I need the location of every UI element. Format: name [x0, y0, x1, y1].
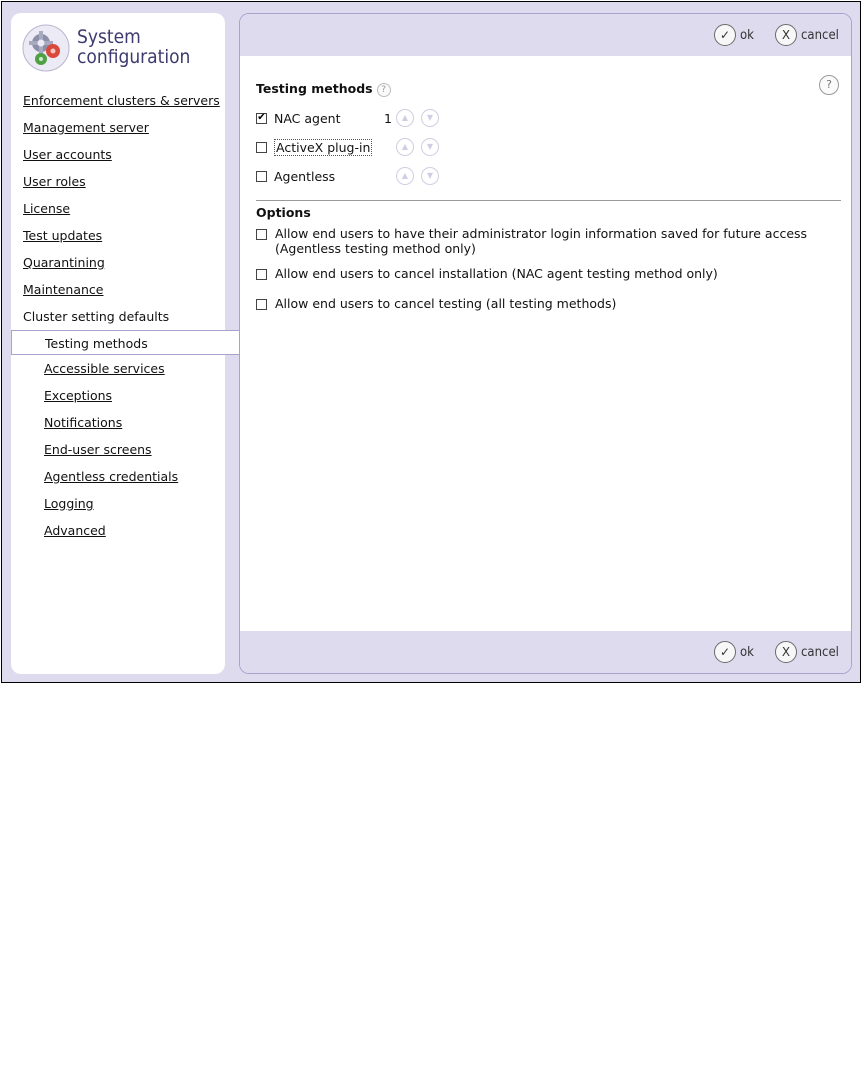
checkbox-activex[interactable] — [256, 142, 267, 153]
method-row-agentless — [256, 166, 335, 186]
sidebar-item-exceptions[interactable]: Exceptions — [44, 388, 113, 403]
section-title-options: Options — [256, 205, 311, 220]
ok-button-bottom[interactable] — [714, 640, 754, 664]
sidebar-item-maintenance[interactable]: Maintenance — [23, 282, 104, 297]
checkbox-save-login[interactable] — [256, 229, 267, 240]
method-order-nac-agent: 1 — [384, 111, 392, 126]
checkbox-agentless[interactable] — [256, 171, 267, 182]
sidebar-item-quarantining[interactable]: Quarantining — [23, 255, 105, 270]
top-toolbar — [240, 14, 851, 56]
checkbox-cancel-testing[interactable] — [256, 299, 267, 310]
move-up-icon[interactable]: ▲ — [396, 138, 414, 156]
sidebar-item-testing-methods[interactable]: Testing methods — [11, 330, 240, 355]
sidebar-item-license[interactable]: License — [23, 201, 71, 216]
bottom-toolbar — [240, 631, 851, 673]
ok-label: ok — [740, 644, 754, 660]
option-row-cancel-testing — [256, 296, 616, 311]
move-down-icon[interactable]: ▼ — [421, 109, 439, 127]
help-icon[interactable]: ? — [819, 75, 839, 95]
move-up-icon[interactable]: ▲ — [396, 109, 414, 127]
app-title — [77, 27, 190, 67]
check-icon: ✓ — [714, 24, 736, 46]
sidebar-item-accessible-services[interactable]: Accessible services — [44, 361, 165, 376]
option-label-save-login-line2: (Agentless testing method only) — [275, 241, 476, 256]
section-divider — [256, 200, 841, 201]
sidebar-group-cluster-setting-defaults: Cluster setting defaults — [23, 309, 170, 324]
sidebar-item-notifications[interactable]: Notifications — [44, 415, 123, 430]
sidebar-item-user-accounts[interactable]: User accounts — [23, 147, 112, 162]
method-label-activex: ActiveX plug-in — [276, 139, 371, 155]
app-title-line2: configuration — [77, 46, 191, 68]
main-panel — [239, 13, 852, 674]
ok-label: ok — [740, 27, 754, 43]
sidebar-item-agentless-credentials[interactable]: Agentless credentials — [44, 469, 179, 484]
sidebar-item-management-server[interactable]: Management server — [23, 120, 149, 135]
sidebar-nav — [11, 87, 241, 544]
question-icon[interactable]: ? — [377, 83, 391, 97]
cancel-button-bottom[interactable] — [775, 640, 839, 664]
method-row-nac-agent — [256, 108, 341, 128]
sidebar-item-enforcement-clusters[interactable]: Enforcement clusters & servers — [23, 93, 220, 108]
option-label-save-login — [275, 226, 807, 256]
sidebar-item-logging[interactable]: Logging — [44, 496, 94, 511]
move-up-icon[interactable]: ▲ — [396, 167, 414, 185]
sidebar-item-test-updates[interactable]: Test updates — [23, 228, 103, 243]
move-down-icon[interactable]: ▼ — [421, 167, 439, 185]
gears-icon — [21, 23, 71, 73]
window-frame — [1, 1, 861, 683]
close-icon: X — [775, 24, 797, 46]
method-row-activex — [256, 137, 372, 157]
section-title-testing-methods: Testing methods — [256, 81, 373, 96]
option-label-cancel-testing: Allow end users to cancel testing (all testing methods) — [275, 296, 617, 311]
method-label-agentless: Agentless — [274, 168, 336, 184]
cancel-button-top[interactable] — [775, 23, 839, 47]
sidebar — [11, 13, 225, 674]
method-label-nac-agent: NAC agent — [274, 110, 341, 126]
close-icon: X — [775, 641, 797, 663]
cancel-label: cancel — [801, 644, 839, 660]
option-row-cancel-installation — [256, 266, 718, 281]
cancel-label: cancel — [801, 27, 839, 43]
sidebar-item-end-user-screens[interactable]: End-user screens — [44, 442, 152, 457]
ok-button-top[interactable] — [714, 23, 754, 47]
option-label-save-login-line1: Allow end users to have their administrator login information saved for future access — [275, 226, 808, 241]
option-label-cancel-installation: Allow end users to cancel installation (NAC agent testing method only) — [275, 266, 718, 281]
sidebar-item-advanced[interactable]: Advanced — [44, 523, 106, 538]
move-down-icon[interactable]: ▼ — [421, 138, 439, 156]
check-icon: ✓ — [714, 641, 736, 663]
brand-header — [19, 19, 219, 87]
checkbox-nac-agent[interactable]: ✔ — [257, 112, 266, 123]
sidebar-item-user-roles[interactable]: User roles — [23, 174, 86, 189]
option-row-save-login — [256, 226, 807, 256]
checkbox-cancel-installation[interactable] — [256, 269, 267, 280]
app-title-line1: System — [77, 26, 141, 48]
testing-methods-heading — [256, 81, 391, 97]
